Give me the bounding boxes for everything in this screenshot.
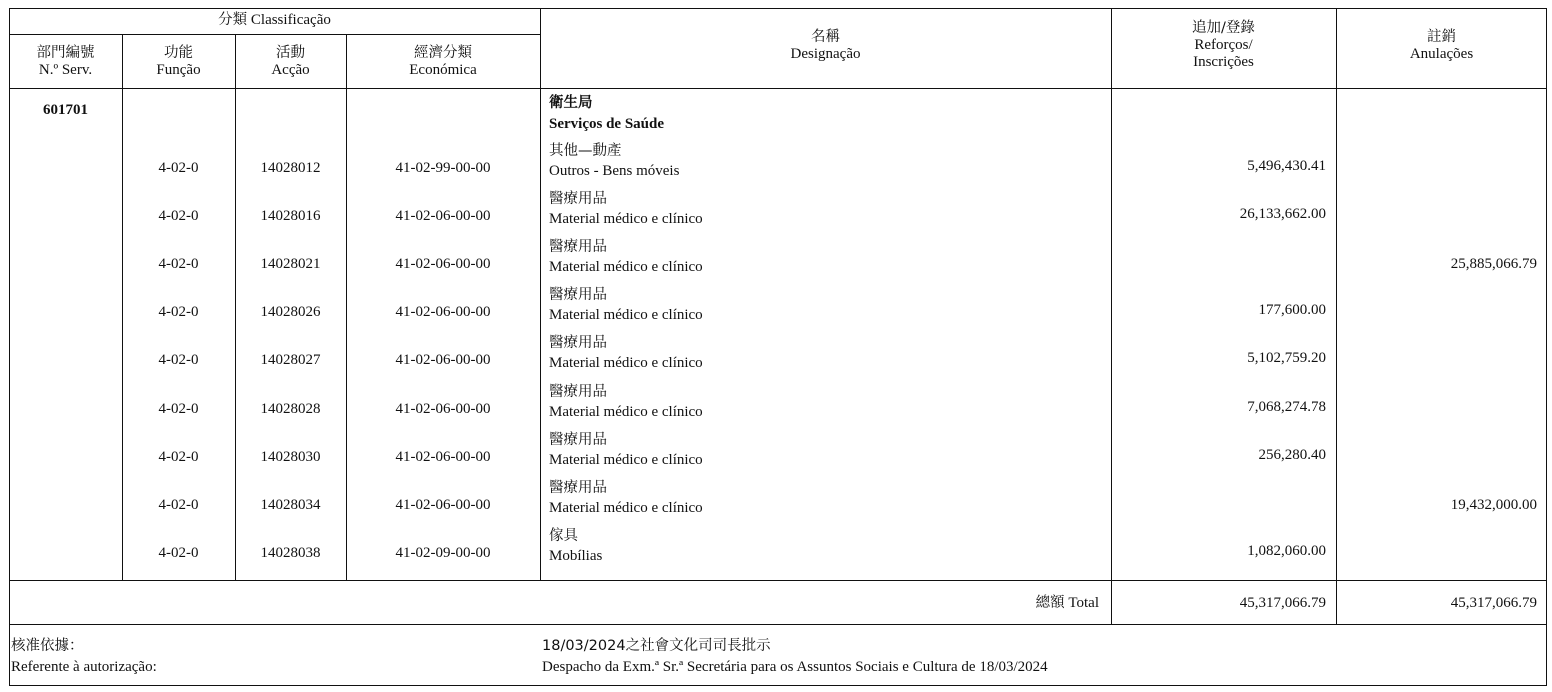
- row-name-pt: Material médico e clínico: [549, 452, 703, 468]
- header-additions-pt2: Inscrições: [1193, 54, 1254, 70]
- header-classification-zh: 分類: [218, 12, 248, 28]
- row-action: 14028027: [260, 352, 321, 368]
- header-econ-zh: 經濟分類: [414, 45, 472, 61]
- table-row: [0, 381, 1552, 427]
- row-economic: 41-02-99-00-00: [395, 160, 491, 176]
- header-func-pt: Função: [156, 62, 201, 78]
- table-row: [0, 188, 1552, 234]
- header-act-zh: 活動: [276, 45, 305, 61]
- total-label-zh: 總額: [1035, 595, 1065, 611]
- row-name-pt: Material médico e clínico: [549, 211, 703, 227]
- row-additions: 5,102,759.20: [1247, 350, 1326, 366]
- row-action: 14028016: [260, 208, 321, 224]
- rule-header-bottom: [9, 88, 1547, 89]
- header-additions-pt1: Reforços/: [1194, 37, 1253, 53]
- rule-total-bottom: [9, 624, 1547, 625]
- total-label-pt: Total: [1068, 595, 1099, 611]
- row-additions: 1,082,060.00: [1247, 543, 1326, 559]
- row-economic: 41-02-06-00-00: [395, 449, 491, 465]
- table-row: [0, 429, 1552, 475]
- footer-basis-pt: Referente à autorização:: [11, 659, 157, 675]
- row-name-zh: 醫療用品: [549, 432, 607, 448]
- row-name-zh: 其他—動產: [549, 143, 622, 159]
- header-additions: [1111, 20, 1336, 71]
- header-act: [235, 45, 346, 79]
- row-function: 4-02-0: [158, 497, 199, 513]
- row-name-pt: Material médico e clínico: [549, 307, 703, 323]
- row-function: 4-02-0: [158, 449, 199, 465]
- header-additions-zh: 追加/登錄: [1192, 20, 1255, 36]
- total-cancellations: 45,317,066.79: [1450, 595, 1537, 611]
- row-cancellations: 19,432,000.00: [1450, 497, 1537, 513]
- row-function: 4-02-0: [158, 304, 199, 320]
- department-name-pt: Serviços de Saúde: [549, 116, 665, 132]
- header-classification: [9, 12, 540, 29]
- footer-basis-zh: 核准依據：: [11, 638, 84, 654]
- table-row: [0, 477, 1552, 523]
- header-name: [540, 29, 1111, 63]
- row-function: 4-02-0: [158, 545, 199, 561]
- total-label: [540, 595, 1099, 612]
- row-action: 14028012: [260, 160, 321, 176]
- header-classification-pt: Classificação: [250, 12, 331, 28]
- rule-body-bottom: [9, 580, 1547, 581]
- row-name-zh: 醫療用品: [549, 287, 607, 303]
- row-additions: 177,600.00: [1258, 302, 1326, 318]
- header-cancellations-zh: 註銷: [1427, 29, 1456, 45]
- header-dept: [9, 45, 122, 79]
- footer-approval-pt: Despacho da Exm.ª Sr.ª Secretária para os Assuntos Sociais e Cultura de 18/03/2024: [542, 659, 1048, 675]
- row-action: 14028026: [260, 304, 321, 320]
- row-action: 14028028: [260, 401, 321, 417]
- table-row: [0, 140, 1552, 186]
- row-action: 14028034: [260, 497, 321, 513]
- footer-approval-zh: 18/03/2024之社會文化司司長批示: [542, 638, 771, 654]
- row-economic: 41-02-06-00-00: [395, 497, 491, 513]
- row-economic: 41-02-06-00-00: [395, 304, 491, 320]
- row-name-zh: 醫療用品: [549, 191, 607, 207]
- row-name-pt: Material médico e clínico: [549, 500, 703, 516]
- row-function: 4-02-0: [158, 352, 199, 368]
- row-name-pt: Outros - Bens móveis: [549, 163, 680, 179]
- row-function: 4-02-0: [158, 401, 199, 417]
- header-cancellations: [1336, 29, 1547, 63]
- rule-classification-split: [9, 34, 540, 35]
- row-additions: 256,280.40: [1258, 447, 1326, 463]
- row-name-pt: Material médico e clínico: [549, 355, 703, 371]
- row-name-zh: 醫療用品: [549, 384, 607, 400]
- row-action: 14028030: [260, 449, 321, 465]
- row-function: 4-02-0: [158, 208, 199, 224]
- row-name-pt: Material médico e clínico: [549, 259, 703, 275]
- row-action: 14028038: [260, 545, 321, 561]
- row-economic: 41-02-09-00-00: [395, 545, 491, 561]
- table-row: [0, 525, 1552, 571]
- header-func: [122, 45, 235, 79]
- row-economic: 41-02-06-00-00: [395, 208, 491, 224]
- row-additions: 5,496,430.41: [1247, 158, 1326, 174]
- row-function: 4-02-0: [158, 160, 199, 176]
- row-name-zh: 醫療用品: [549, 335, 607, 351]
- row-action: 14028021: [260, 256, 321, 272]
- row-additions: 26,133,662.00: [1239, 206, 1326, 222]
- total-additions: 45,317,066.79: [1239, 595, 1326, 611]
- row-cancellations: 25,885,066.79: [1450, 256, 1537, 272]
- table-row: [0, 236, 1552, 282]
- row-name-zh: 傢具: [549, 528, 578, 544]
- header-name-zh: 名稱: [811, 29, 840, 45]
- row-name-pt: Mobílias: [549, 548, 603, 564]
- header-func-zh: 功能: [164, 45, 193, 61]
- header-dept-pt: N.º Serv.: [38, 62, 93, 78]
- table-row: [0, 284, 1552, 330]
- department-name-zh: 衛生局: [549, 95, 593, 111]
- header-cancellations-pt: Anulações: [1409, 46, 1474, 62]
- row-name-zh: 醫療用品: [549, 239, 607, 255]
- row-name-zh: 醫療用品: [549, 480, 607, 496]
- row-function: 4-02-0: [158, 256, 199, 272]
- header-econ-pt: Económica: [409, 62, 477, 78]
- department-code: 601701: [43, 102, 88, 118]
- row-name-pt: Material médico e clínico: [549, 404, 703, 420]
- header-econ: [346, 45, 540, 79]
- header-dept-zh: 部門編號: [36, 45, 95, 61]
- row-additions: 7,068,274.78: [1247, 399, 1326, 415]
- row-economic: 41-02-06-00-00: [395, 352, 491, 368]
- header-act-pt: Acção: [271, 62, 310, 78]
- header-name-pt: Designação: [790, 46, 861, 62]
- table-row: [0, 332, 1552, 378]
- row-economic: 41-02-06-00-00: [395, 401, 491, 417]
- row-economic: 41-02-06-00-00: [395, 256, 491, 272]
